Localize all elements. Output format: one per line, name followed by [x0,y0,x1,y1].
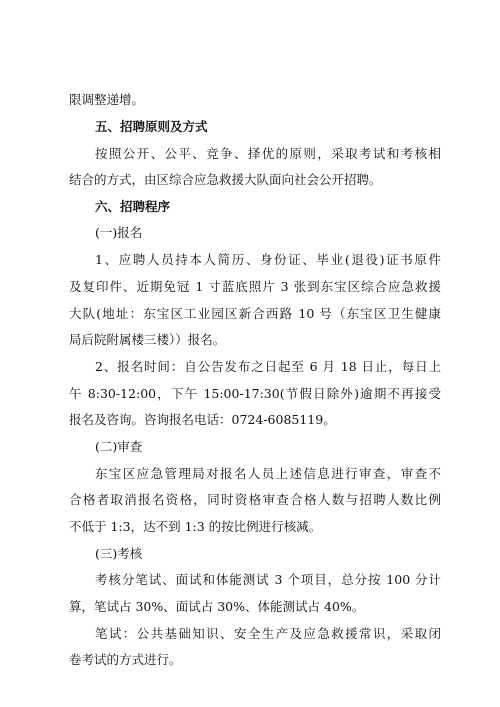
paragraph-line: 按照公开、公平、竞争、择优的原则，采取考试和考核相 [95,146,441,161]
paragraph-line: 不低于 1:3，达不到 1:3 的按比例进行核减。 [69,519,322,534]
paragraph-line: 2、报名时间：自公告发布之日起至 6 月 18 日止，每日上 [95,359,441,374]
subsection-heading: (一)报名 [95,225,143,240]
paragraph-line: 午 8:30-12:00，下午 15:00-17:30(节假日除外)逾期不再接受 [69,386,441,401]
paragraph-line: 局后院附属楼三楼））报名。 [69,332,226,347]
paragraph-line: 限调整递增。 [69,92,145,107]
subsection-heading: (三)考核 [95,546,143,561]
paragraph-line: 及复印件、近期免冠 1 寸蓝底照片 3 张到东宝区综合应急救援 [69,279,441,294]
paragraph-line: 1、应聘人员持本人简历、身份证、毕业(退役)证书原件 [95,252,441,267]
paragraph-line: 合格者取消报名资格，同时资格审查合格人数与招聘人数比例 [69,492,441,507]
section-heading-6: 六、招聘程序 [95,199,171,214]
paragraph-line: 大队(地址：东宝区工业园区新合西路 10 号（东宝区卫生健康 [69,306,441,321]
section-heading-5: 五、招聘原则及方式 [95,119,208,134]
subsection-heading: (二)审查 [95,439,143,454]
paragraph-line: 东宝区应急管理局对报名人员上述信息进行审查，审查不 [95,466,441,481]
paragraph-line: 卷考试的方式进行。 [69,652,182,667]
paragraph-line: 报名及咨询。咨询报名电话：0724-6085119。 [69,412,336,427]
paragraph-line: 结合的方式，由区综合应急救援大队面向社会公开招聘。 [69,172,382,187]
paragraph-line: 考核分笔试、面试和体能测试 3 个项目，总分按 100 分计 [95,572,441,587]
paragraph-line: 笔试：公共基础知识、安全生产及应急救援常识，采取闭 [95,626,441,641]
paragraph-line: 算，笔试占 30%、面试占 30%、体能测试占 40%。 [69,599,365,614]
